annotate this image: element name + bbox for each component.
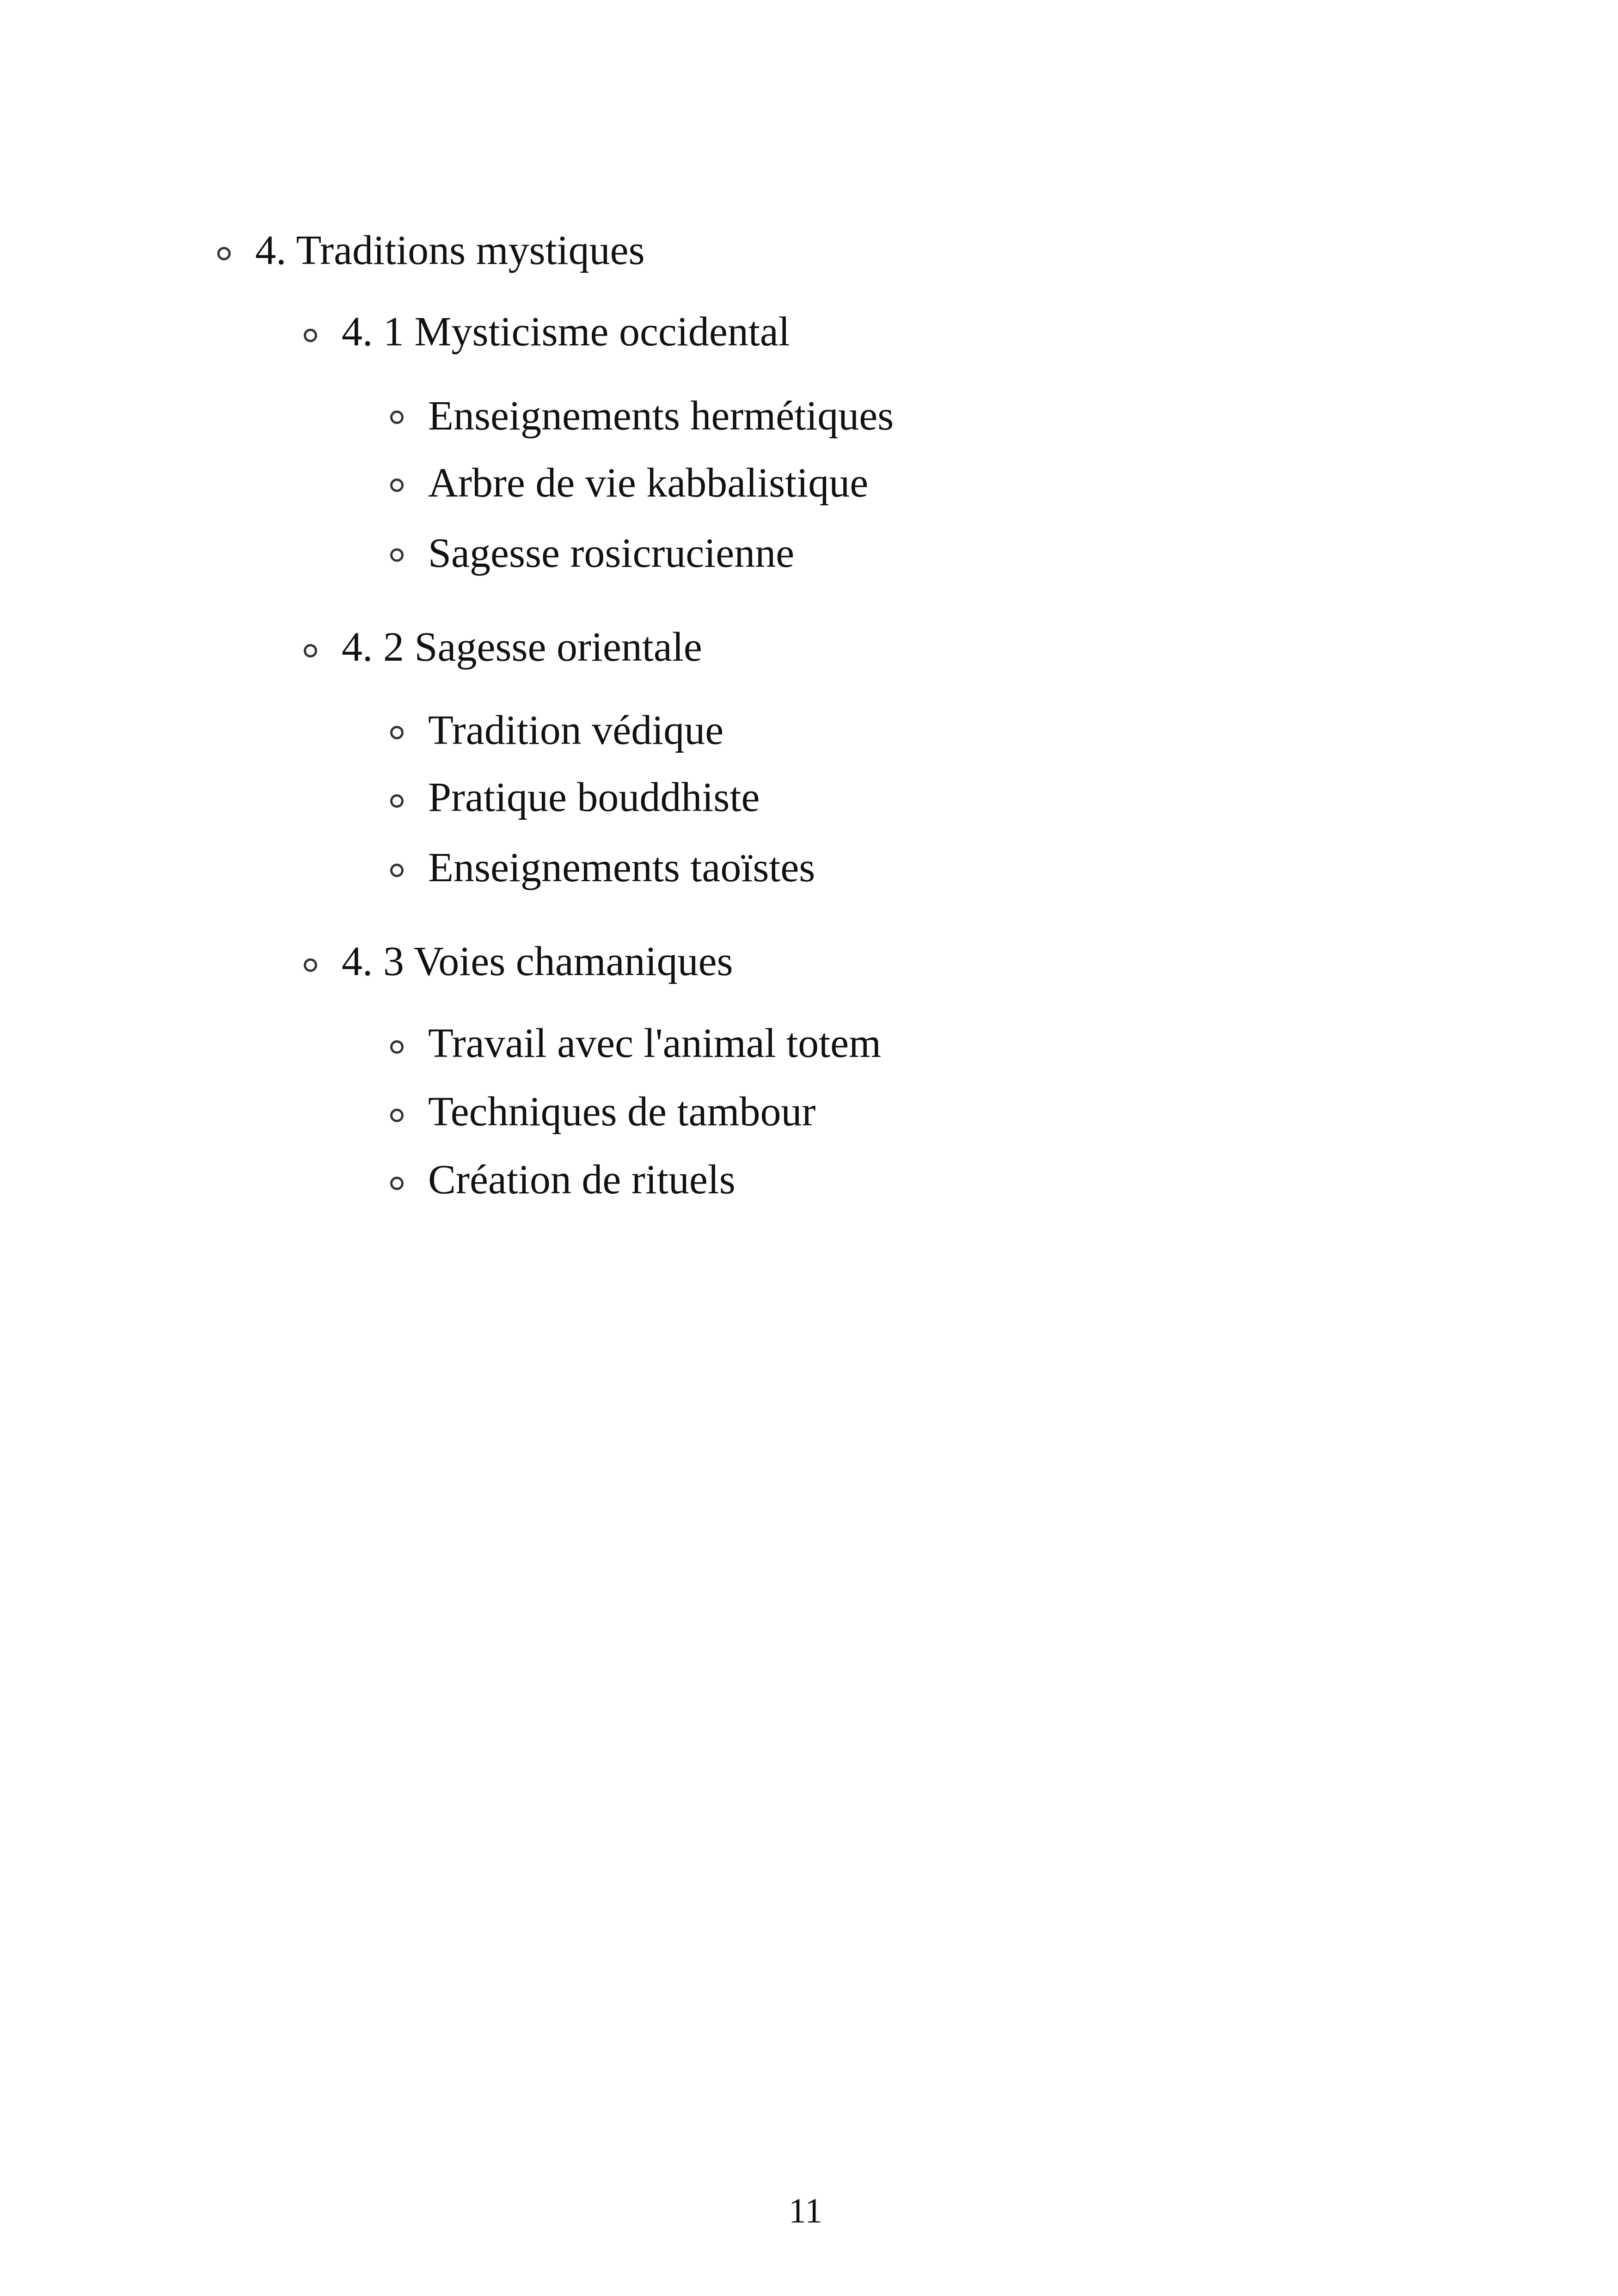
bullet-icon [390, 794, 404, 808]
list-item: Tradition védique [428, 707, 724, 753]
bullet-icon [390, 548, 404, 562]
list-item: Techniques de tambour [428, 1089, 816, 1135]
subsection-title: 4. 3 Voies chamaniques [342, 939, 733, 984]
bullet-icon [390, 1109, 404, 1122]
subsection-title: 4. 1 Mysticisme occidental [342, 309, 790, 355]
bullet-icon [304, 958, 317, 972]
list-item: Pratique bouddhiste [428, 774, 760, 820]
subsection-title: 4. 2 Sagesse orientale [342, 624, 702, 670]
list-item: Enseignements hermétiques [428, 393, 894, 439]
bullet-icon [390, 726, 404, 739]
page-number: 11 [789, 2192, 823, 2230]
bullet-icon [304, 644, 317, 657]
bullet-icon [390, 1040, 404, 1054]
list-item: Création de rituels [428, 1157, 735, 1203]
list-item: Travail avec l'animal totem [428, 1020, 882, 1066]
bullet-icon [390, 864, 404, 877]
bullet-icon [390, 479, 404, 492]
section-title: 4. Traditions mystiques [255, 227, 645, 273]
bullet-icon [304, 329, 317, 342]
bullet-icon [217, 247, 231, 260]
list-item: Enseignements taoïstes [428, 845, 815, 890]
bullet-icon [390, 411, 404, 424]
list-item: Arbre de vie kabbalistique [428, 460, 869, 506]
list-item: Sagesse rosicrucienne [428, 530, 795, 576]
bullet-icon [390, 1177, 404, 1190]
